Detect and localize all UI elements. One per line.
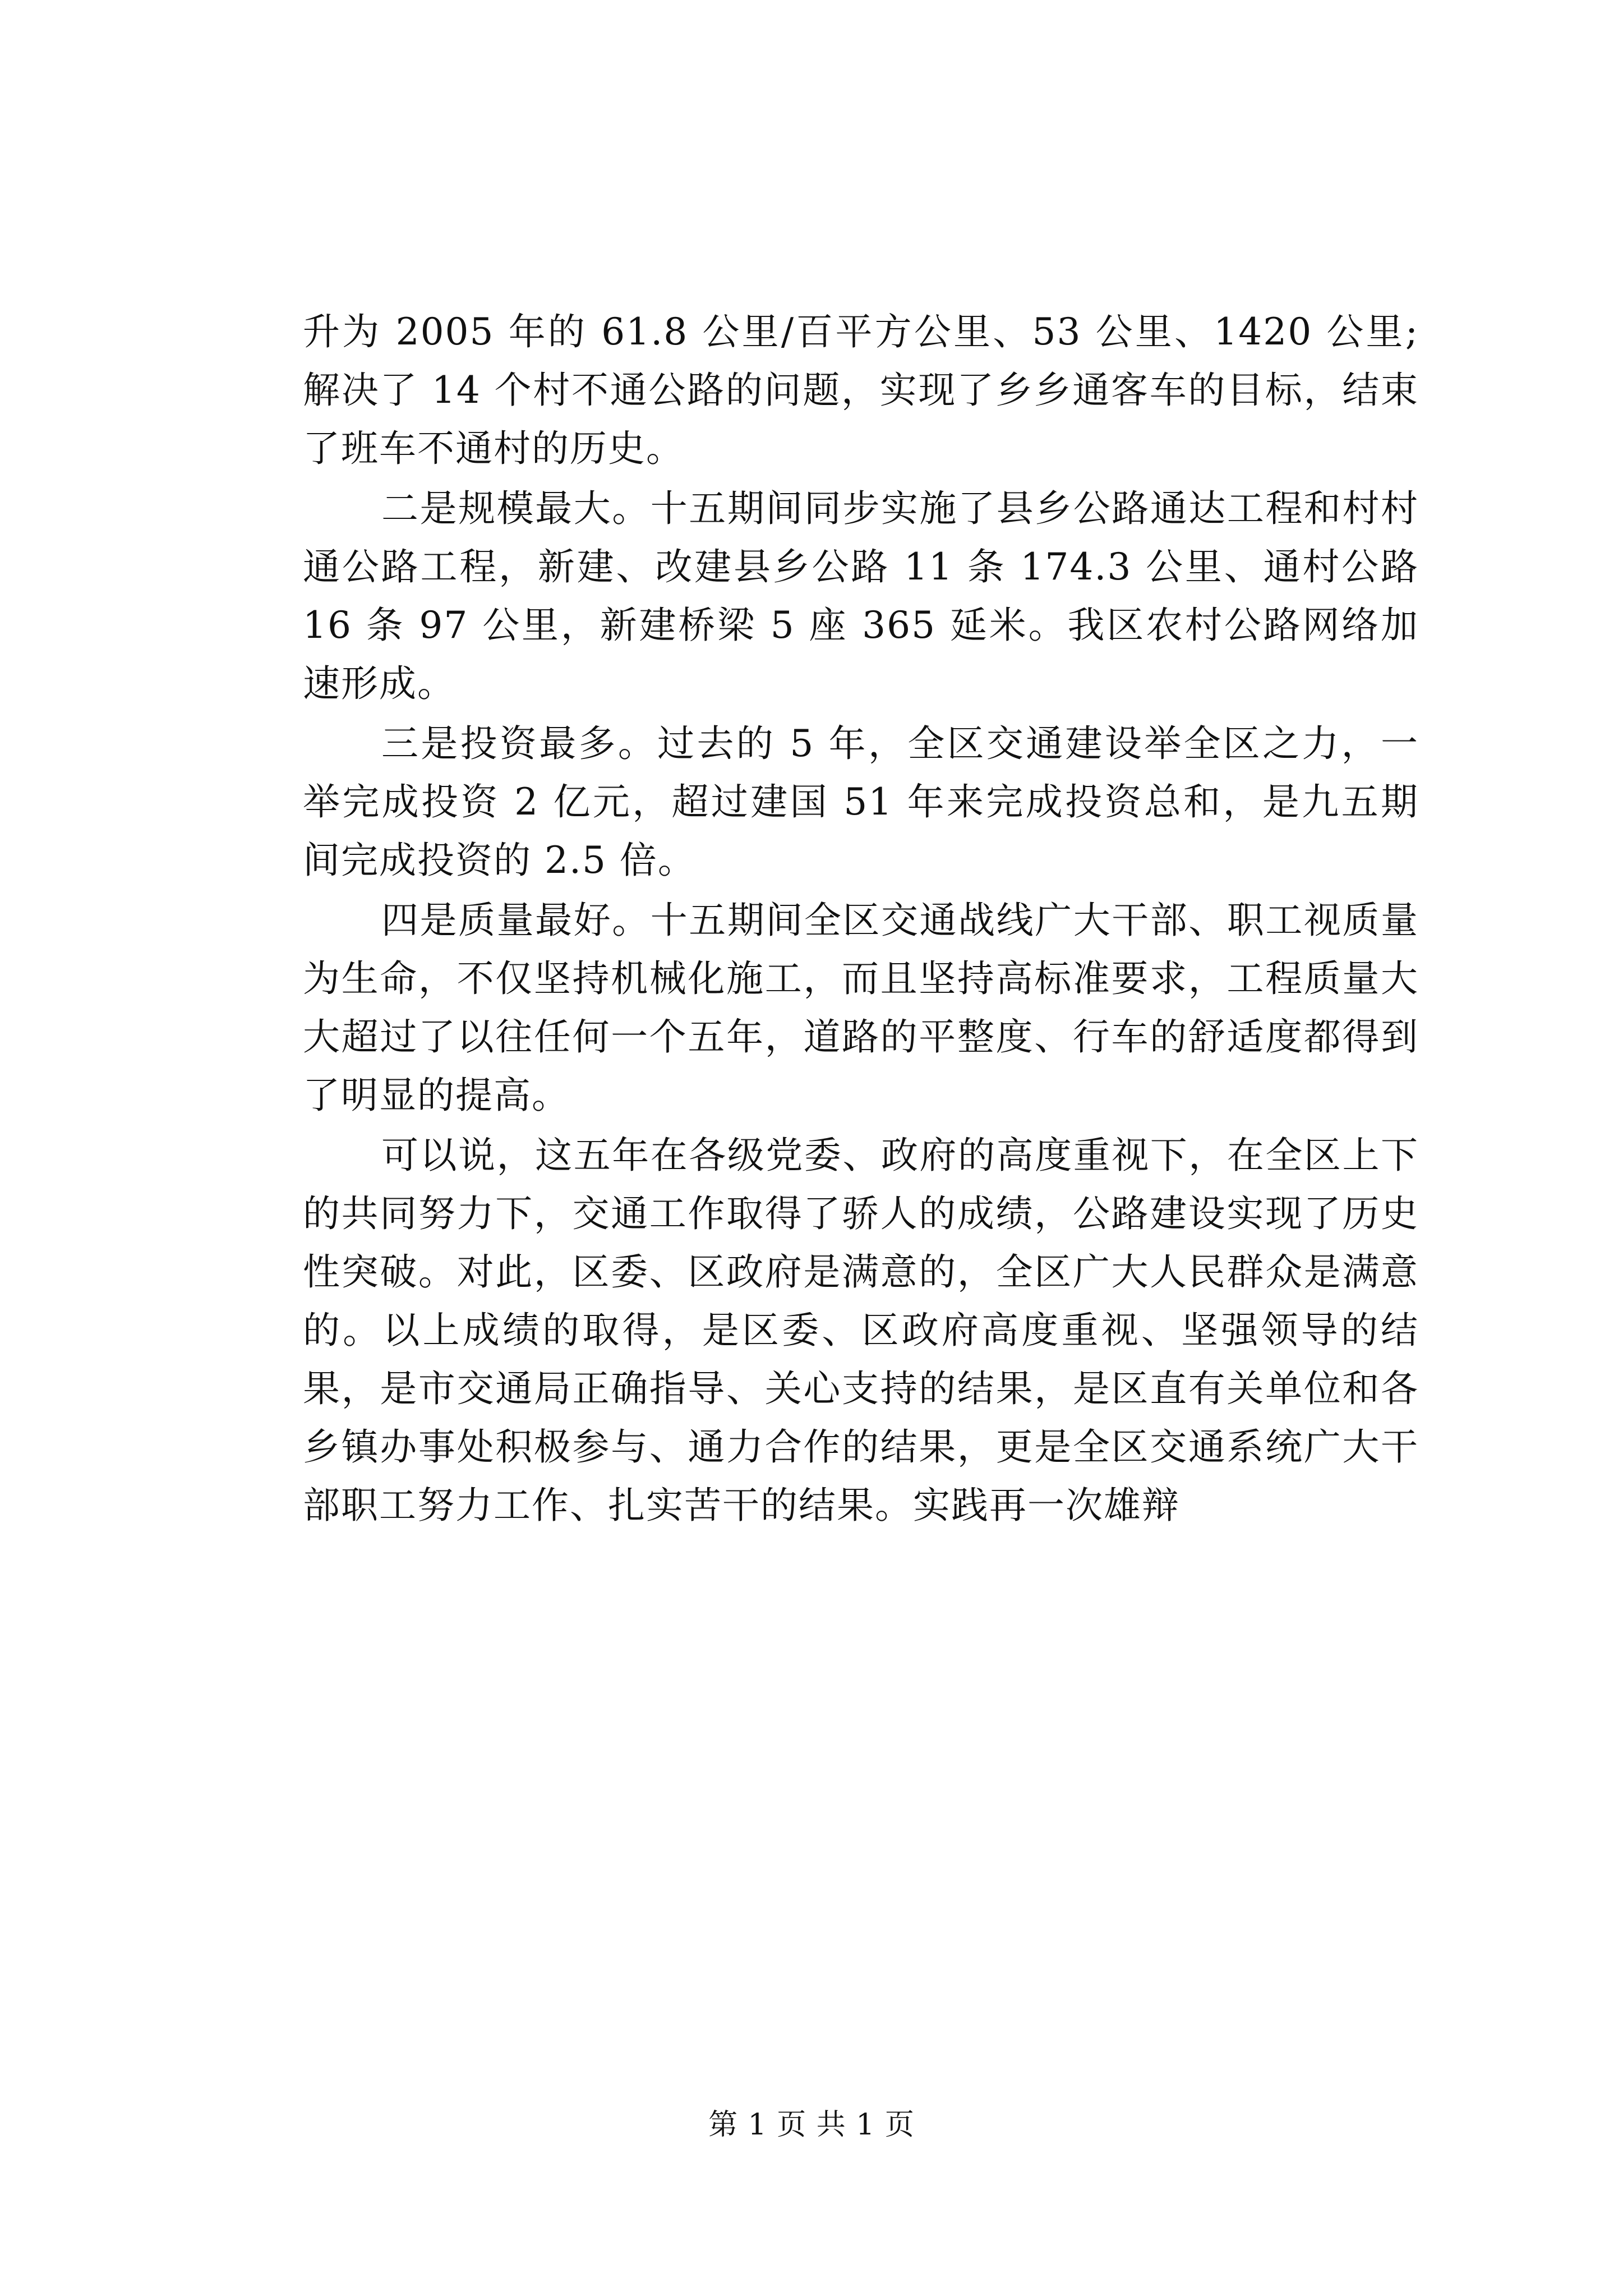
page-footer: 第 1 页 共 1 页 — [708, 2108, 915, 2142]
paragraph-scale: 二是规模最大。十五期间同步实施了县乡公路通达工程和村村通公路工程，新建、改建县乡公路 11 条 174.3 公里、通村公路 16 条 97 公里，新建桥梁 5 座 365 延米。我区农村公路网络加速形成。 — [303, 487, 1419, 705]
paragraph-continuation: 升为 2005 年的 61.8 公里/百平方公里、53 公里、1420 公里;解决了 14 个村不通公路的问题，实现了乡乡通客车的目标，结束了班车不通村的历史。 — [303, 310, 1419, 470]
paragraph-investment: 三是投资最多。过去的 5 年，全区交通建设举全区之力，一举完成投资 2 亿元，超过建国 51 年来完成投资总和，是九五期间完成投资的 2.5 倍。 — [303, 722, 1419, 882]
paragraph-summary: 可以说，这五年在各级党委、政府的高度重视下，在全区上下的共同努力下，交通工作取得了骄人的成绩，公路建设实现了历史性突破。对此，区委、区政府是满意的，全区广大人民群众是满意的。以上成绩的取得，是区委、区政府高度重视、坚强领导的结果，是市交通局正确指导、关心支持的结果，是区直有关单位和各乡镇办事处积极参与、通力合作的结果，更是全区交通系统广大干部职工努力工作、扎实苦干的结果。实践再一次雄辩 — [303, 1134, 1419, 1527]
paragraph-quality: 四是质量最好。十五期间全区交通战线广大干部、职工视质量为生命，不仅坚持机械化施工，而且坚持高标准要求，工程质量大大超过了以往任何一个五年，道路的平整度、行车的舒适度都得到了明显的提高。 — [303, 899, 1419, 1117]
body-text — [303, 303, 1419, 1536]
